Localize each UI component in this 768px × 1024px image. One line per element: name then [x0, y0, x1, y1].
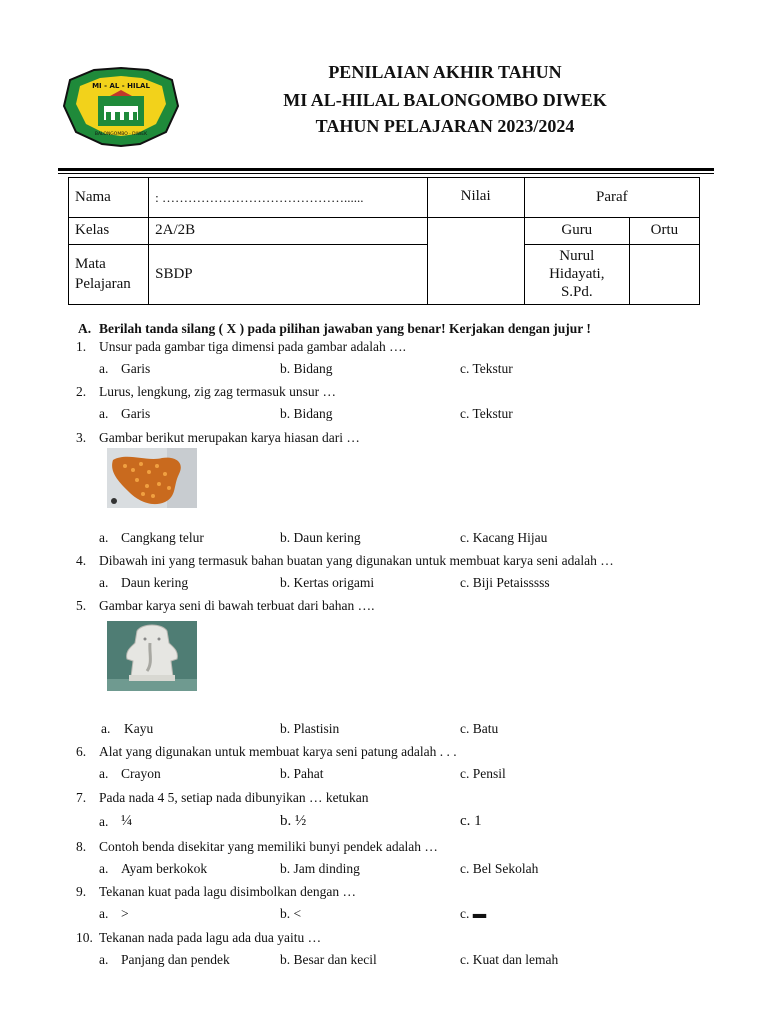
option-b[interactable]: b. Daun kering: [280, 530, 361, 545]
academic-year: TAHUN PELAJARAN 2023/2024: [315, 116, 575, 136]
question-text: Contoh benda disekitar yang memiliki bunyi pendek adalah …: [99, 839, 438, 854]
question-text: Tekanan kuat pada lagu disimbolkan dengan …: [99, 884, 356, 899]
logo-bottom-text: BALONGOMBO · DIWEK: [94, 132, 148, 137]
student-info-table: [68, 177, 700, 305]
option-a[interactable]: Garis: [121, 361, 151, 376]
option-c[interactable]: c. Tekstur: [460, 406, 513, 421]
option-a[interactable]: Garis: [121, 406, 151, 421]
option-b[interactable]: b. ½: [280, 813, 307, 829]
section-letter: A.: [78, 321, 92, 336]
parent-signature-field[interactable]: [629, 244, 699, 304]
name-label: Nama: [69, 178, 149, 218]
option-b[interactable]: b. Pahat: [280, 766, 324, 781]
question-number: 7.: [76, 790, 87, 805]
subject-label-line2: Pelajaran: [75, 276, 131, 293]
subject-label: [69, 244, 149, 304]
option-b[interactable]: b. Bidang: [280, 406, 333, 421]
option-a-prefix: a.: [99, 406, 109, 421]
option-a-prefix: a.: [99, 530, 109, 545]
exam-title: PENILAIAN AKHIR TAHUN: [328, 62, 562, 82]
option-a[interactable]: >: [121, 906, 129, 921]
subject-value: SBDP: [149, 244, 427, 304]
question-text: Dibawah ini yang termasuk bahan buatan yang digunakan untuk membuat karya seni adalah …: [99, 553, 614, 568]
header-divider-thick: [58, 168, 714, 171]
section-instruction: Berilah tanda silang ( X ) pada pilihan jawaban yang benar! Kerjakan dengan jujur !: [99, 321, 591, 336]
option-a-prefix: a.: [99, 906, 109, 921]
class-value: 2A/2B: [149, 218, 427, 244]
option-a-prefix: a.: [99, 361, 109, 376]
option-c[interactable]: c. Kacang Hijau: [460, 530, 548, 545]
question-text: Tekanan nada pada lagu ada dua yaitu …: [99, 930, 322, 945]
option-b[interactable]: b. Plastisin: [280, 721, 340, 736]
teacher-name-line1: Nurul: [559, 248, 595, 265]
option-a[interactable]: Crayon: [121, 766, 161, 781]
question-number: 3.: [76, 430, 87, 445]
option-c[interactable]: c. Bel Sekolah: [460, 861, 539, 876]
option-b[interactable]: b. <: [280, 906, 302, 921]
option-b[interactable]: b. Jam dinding: [280, 861, 360, 876]
teacher-name-line2: Hidayati,: [549, 266, 605, 283]
name-field[interactable]: : ……………………………………......: [149, 178, 427, 218]
eggshell-mosaic-image: [107, 448, 197, 508]
option-c[interactable]: c. Batu: [460, 721, 499, 736]
option-c[interactable]: c. Biji Petaisssss: [460, 575, 550, 590]
school-name: MI AL-HILAL BALONGOMBO DIWEK: [283, 90, 607, 110]
teacher-name-line3: S.Pd.: [560, 284, 593, 301]
question-text: Lurus, lengkung, zig zag termasuk unsur …: [99, 384, 336, 399]
question-number: 2.: [76, 384, 87, 399]
carved-ganesha-statue-image: [107, 621, 197, 691]
score-label: Nilai: [427, 178, 524, 218]
option-c[interactable]: c. Tekstur: [460, 361, 513, 376]
option-a[interactable]: Cangkang telur: [121, 530, 204, 545]
option-a-prefix: a.: [99, 952, 109, 967]
option-a-prefix: a.: [99, 766, 109, 781]
school-logo: [60, 66, 182, 148]
question-number: 5.: [76, 598, 87, 613]
score-field[interactable]: [427, 218, 524, 305]
question-number: 9.: [76, 884, 87, 899]
question-number: 6.: [76, 744, 87, 759]
option-a[interactable]: ¼: [121, 813, 133, 829]
subject-label-line1: Mata: [75, 256, 106, 273]
question-text: Pada nada 4 5, setiap nada dibunyikan … ketukan: [99, 790, 369, 805]
option-b[interactable]: b. Bidang: [280, 361, 333, 376]
question-text: Unsur pada gambar tiga dimensi pada gambar adalah ….: [99, 339, 407, 354]
teacher-label: Guru: [524, 218, 629, 244]
option-b[interactable]: b. Kertas origami: [280, 575, 375, 590]
option-c[interactable]: c. Pensil: [460, 766, 506, 781]
option-a-prefix: a.: [99, 814, 109, 829]
option-b[interactable]: b. Besar dan kecil: [280, 952, 377, 967]
option-c[interactable]: c. Kuat dan lemah: [460, 952, 559, 967]
option-a-prefix: a.: [99, 861, 109, 876]
class-label: Kelas: [69, 218, 149, 244]
question-number: 8.: [76, 839, 87, 854]
question-number: 4.: [76, 553, 87, 568]
header-divider-thin: [58, 173, 714, 174]
option-a-prefix: a.: [101, 721, 111, 736]
option-c[interactable]: c. 1: [460, 813, 482, 829]
option-a[interactable]: Daun kering: [121, 575, 189, 590]
parent-label: Ortu: [629, 218, 699, 244]
question-text: Gambar karya seni di bawah terbuat dari bahan ….: [99, 598, 375, 613]
logo-top-text: MI - AL - HILAL: [92, 82, 150, 90]
question-number: 10.: [76, 930, 93, 945]
option-a[interactable]: Panjang dan pendek: [121, 952, 230, 967]
teacher-name: [524, 244, 629, 304]
question-text: Alat yang digunakan untuk membuat karya seni patung adalah . . .: [99, 744, 457, 759]
option-a[interactable]: Ayam berkokok: [121, 861, 208, 876]
option-a-prefix: a.: [99, 575, 109, 590]
question-text: Gambar berikut merupakan karya hiasan dari …: [99, 430, 360, 445]
option-c[interactable]: c. ▬: [460, 906, 487, 921]
signature-label: Paraf: [524, 178, 699, 218]
option-a[interactable]: Kayu: [124, 721, 154, 736]
question-number: 1.: [76, 339, 87, 354]
